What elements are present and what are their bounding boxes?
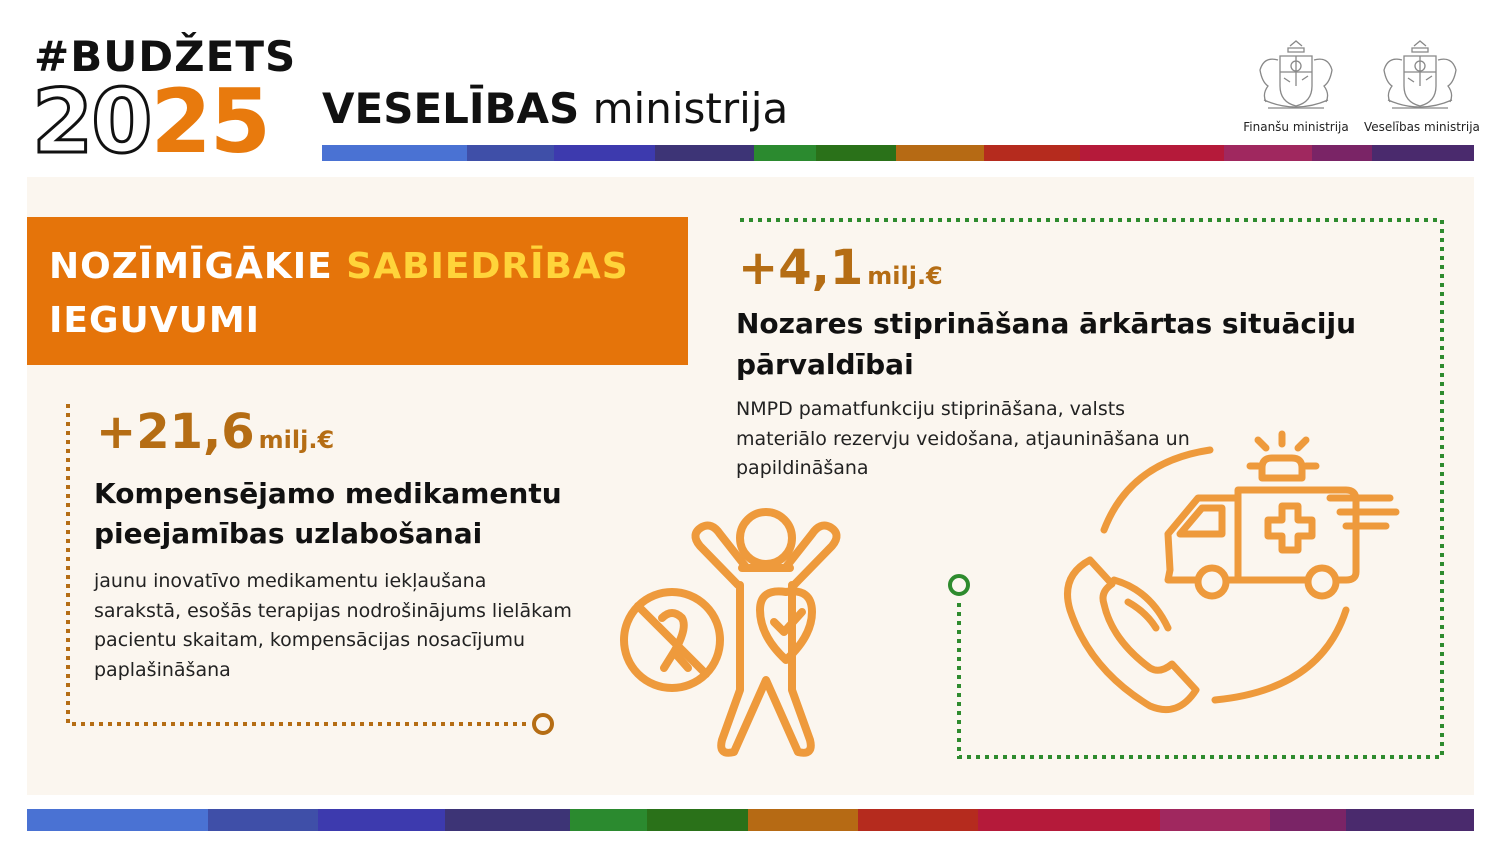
- logo-label: Veselības ministrija: [1364, 120, 1480, 134]
- stripe-segment: [978, 809, 1160, 831]
- logo-label: Finanšu ministrija: [1243, 120, 1349, 134]
- stripe-segment: [318, 809, 445, 831]
- banner-text: IEGUVUMI: [49, 300, 261, 341]
- stripe-segment: [445, 809, 570, 831]
- stripe-segment: [1346, 809, 1474, 831]
- amount-left: [96, 404, 335, 460]
- year-part-orange: 25: [150, 70, 269, 173]
- amount-value: +21,6: [96, 404, 255, 460]
- dotted-frame-left-end: [534, 715, 552, 733]
- stripe-segment: [208, 809, 318, 831]
- stripe-segment: [858, 809, 978, 831]
- color-stripe-bottom: [27, 809, 1474, 831]
- year-part-outline: 20: [32, 70, 151, 173]
- item-description-left: jaunu inovatīvo medikamentu iekļaušana sarakstā, esošās terapijas nodrošinājums lielākam pacientu skaitam, kompensācijas nosacījumu paplašināšana: [94, 570, 572, 681]
- person-heart-ribbon-icon: [624, 512, 837, 753]
- amount-unit: milj.€: [867, 262, 943, 290]
- banner-text: NOZĪMĪGĀKIE: [49, 246, 347, 287]
- stripe-segment: [647, 809, 748, 831]
- stripe-segment: [748, 809, 858, 831]
- item-description-right: NMPD pamatfunkciju stiprināšana, valsts materiālo rezervju veidošana, atjaunināšana un papildināšana: [736, 398, 1190, 479]
- banner-highlight: SABIEDRĪBAS: [346, 246, 629, 287]
- stripe-segment: [27, 809, 208, 831]
- amount-unit: milj.€: [258, 426, 335, 454]
- stripe-segment: [570, 809, 647, 831]
- item-title-right: Nozares stiprināšana ārkārtas situāciju pārvaldībai: [736, 307, 1357, 381]
- amount-right: [738, 240, 943, 296]
- ministry-title-bold: VESELĪBAS: [322, 84, 580, 133]
- dotted-frame-right-end: [950, 576, 968, 594]
- hashtag-title: #BUDŽETS: [34, 32, 297, 81]
- stripe-segment: [1270, 809, 1346, 831]
- item-title-left: Kompensējamo medikamentu pieejamības uzlabošanai: [94, 477, 562, 550]
- amount-value: +4,1: [738, 240, 864, 296]
- ministry-title-rest: ministrija: [579, 84, 789, 133]
- stripe-segment: [1160, 809, 1270, 831]
